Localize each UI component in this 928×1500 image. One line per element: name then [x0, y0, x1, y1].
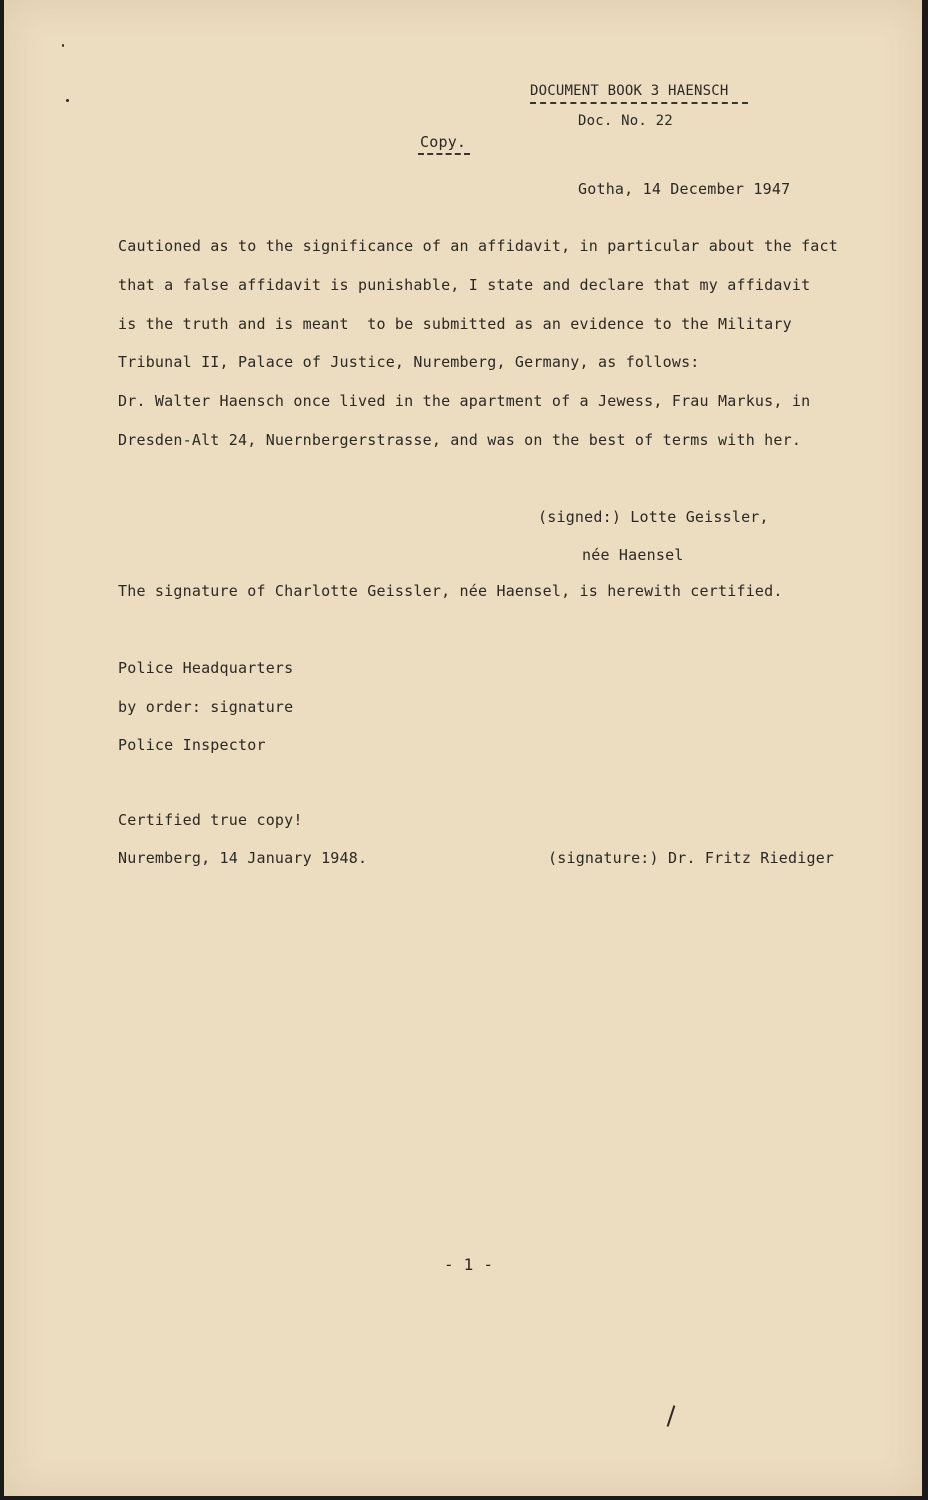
document-number: Doc. No. 22	[578, 113, 673, 129]
certification-statement: The signature of Charlotte Geissler, née Haensel, is herewith certified.	[118, 582, 783, 600]
copy-underline	[418, 153, 470, 155]
affidavit-line: Dresden-Alt 24, Nuernbergerstrasse, and was on the best of terms with her.	[118, 431, 802, 449]
affidavit-line: Cautioned as to the significance of an affidavit, in particular about the fact	[118, 237, 838, 255]
signer-name: (signed:) Lotte Geissler,	[538, 508, 769, 526]
certified-place-date: Nuremberg, 14 January 1948.	[118, 849, 368, 867]
certified-copy-label: Certified true copy!	[118, 811, 303, 829]
ink-speck	[62, 44, 64, 47]
affidavit-line: Dr. Walter Haensch once lived in the apartment of a Jewess, Frau Markus, in	[118, 392, 811, 410]
document-book-label: DOCUMENT BOOK 3 HAENSCH	[530, 83, 729, 99]
police-inspector: Police Inspector	[118, 736, 266, 754]
affidavit-line: is the truth and is meant to be submitted as an evidence to the Military	[118, 315, 792, 333]
affidavit-line: that a false affidavit is punishable, I state and declare that my affidavit	[118, 276, 811, 294]
certifier-signature: (signature:) Dr. Fritz Riediger	[548, 849, 835, 867]
police-by-order: by order: signature	[118, 698, 294, 716]
pen-mark	[667, 1405, 676, 1427]
document-page	[4, 0, 922, 1496]
header-underline	[530, 102, 748, 104]
dateline: Gotha, 14 December 1947	[578, 180, 791, 198]
signer-maiden-name: née Haensel	[582, 546, 684, 564]
ink-speck	[66, 99, 69, 102]
page-number: - 1 -	[444, 1255, 494, 1274]
copy-label: Copy.	[420, 133, 467, 151]
police-headquarters: Police Headquarters	[118, 659, 294, 677]
affidavit-line: Tribunal II, Palace of Justice, Nuremberg, Germany, as follows:	[118, 353, 700, 371]
